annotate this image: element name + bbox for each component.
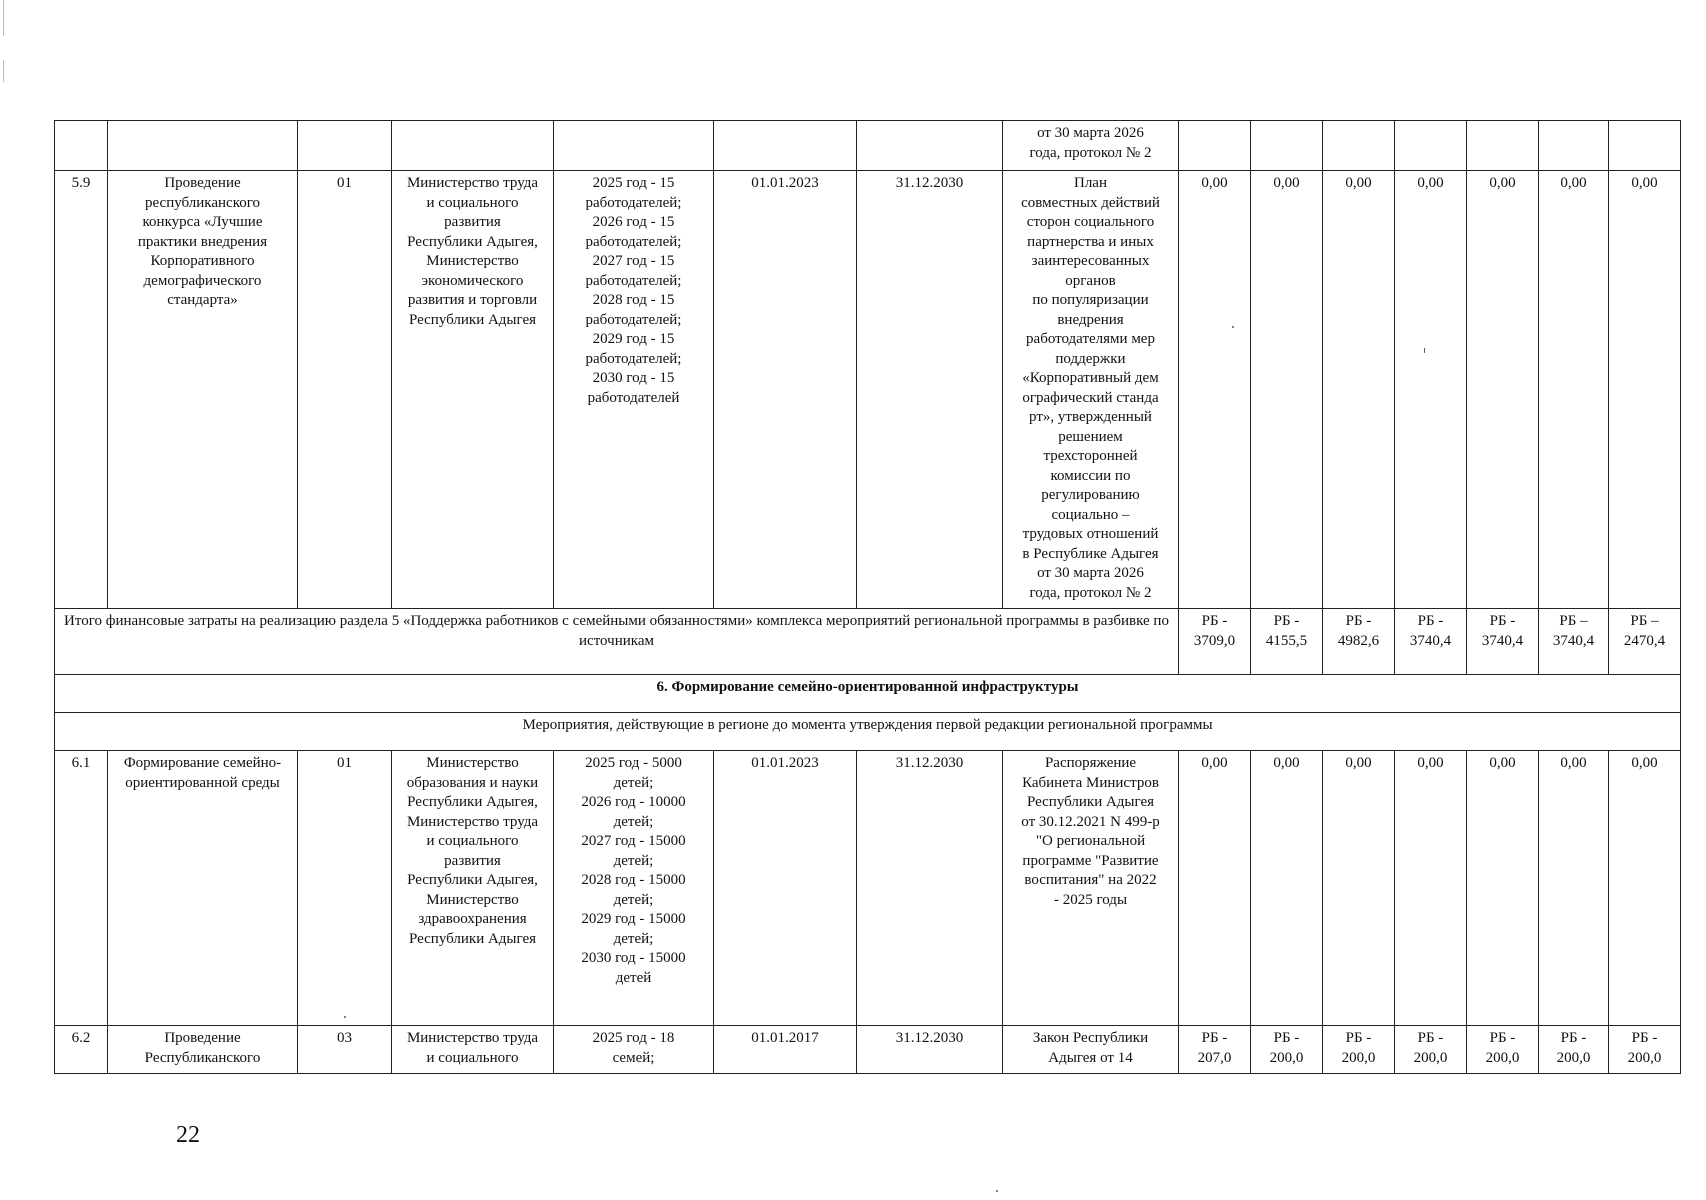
- cell-start: 01.01.2023: [714, 171, 857, 609]
- table-row-6-1: [55, 751, 1681, 1026]
- scan-speck: [344, 1016, 346, 1018]
- cell-fin: 0,00: [1609, 751, 1681, 1026]
- cell-name: [108, 121, 298, 171]
- cell-fin: [1467, 121, 1539, 171]
- cell-executor: Министерство образования и науки Республики Адыгея, Министерство труда и социального развития Республики Адыгея, Министерство здравоохранения Республики Адыгея: [392, 751, 554, 1026]
- cell-fin: 0,00: [1467, 751, 1539, 1026]
- page-number: 22: [176, 1122, 200, 1148]
- cell-fin: 0,00: [1539, 171, 1609, 609]
- cell-fin: 0,00: [1323, 751, 1395, 1026]
- cell-code: 01: [298, 751, 392, 1026]
- cell-indicator: 2025 год - 5000 детей; 2026 год - 10000 детей; 2027 год - 15000 детей; 2028 год - 15000 детей; 2029 год - 15000 детей; 2030 год - 15000 детей: [554, 751, 714, 1026]
- cell-fin: 0,00: [1395, 171, 1467, 609]
- cell-indicator: 2025 год - 18 семей;: [554, 1026, 714, 1074]
- cell-fin: [1251, 121, 1323, 171]
- cell-fin: [1395, 121, 1467, 171]
- cell-fin: РБ - 200,0: [1609, 1026, 1681, 1074]
- cell-name: Проведение Республиканского: [108, 1026, 298, 1074]
- cell-fin: РБ - 200,0: [1395, 1026, 1467, 1074]
- cell-total-fin: РБ - 3740,4: [1395, 609, 1467, 675]
- cell-indicator: [554, 121, 714, 171]
- cell-fin: 0,00: [1467, 171, 1539, 609]
- cell-total-fin: РБ - 3740,4: [1467, 609, 1539, 675]
- cell-total-fin: РБ - 4155,5: [1251, 609, 1323, 675]
- cell-basis: Закон Республики Адыгея от 14: [1003, 1026, 1179, 1074]
- scan-speck: [1232, 326, 1234, 328]
- cell-fin: 0,00: [1395, 751, 1467, 1026]
- cell-total-fin: РБ – 3740,4: [1539, 609, 1609, 675]
- scan-speck: [996, 1190, 998, 1192]
- cell-fin: [1609, 121, 1681, 171]
- cell-fin: 0,00: [1609, 171, 1681, 609]
- cell-fin: 0,00: [1539, 751, 1609, 1026]
- subsection-title: Мероприятия, действующие в регионе до момента утверждения первой редакции региональной программы: [55, 713, 1681, 751]
- cell-basis: от 30 марта 2026 года, протокол № 2: [1003, 121, 1179, 171]
- cell-fin: РБ - 200,0: [1539, 1026, 1609, 1074]
- cell-end: 31.12.2030: [857, 171, 1003, 609]
- cell-fin: 0,00: [1251, 751, 1323, 1026]
- table-row-total-section-5: [55, 609, 1681, 675]
- cell-executor: Министерство труда и социального: [392, 1026, 554, 1074]
- cell-fin: РБ - 200,0: [1467, 1026, 1539, 1074]
- cell-end: 31.12.2030: [857, 751, 1003, 1026]
- cell-basis: План совместных действий сторон социального партнерства и иных заинтересованных органов по популяризации внедрения работодателями мер поддержки «Корпоративный дем ографический станда рт», утвержденный решением трехсторонней комиссии по регулированию социально – трудовых отношений в Республике Адыгея от 30 марта 2026 года, протокол № 2: [1003, 171, 1179, 609]
- table-row-subsection-heading: [55, 713, 1681, 751]
- cell-fin: [1323, 121, 1395, 171]
- total-label: Итого финансовые затраты на реализацию раздела 5 «Поддержка работников с семейными обязанностями» комплекса мероприятий региональной программы в разбивке по источникам: [55, 609, 1179, 675]
- cell-fin: [1539, 121, 1609, 171]
- cell-start: 01.01.2023: [714, 751, 857, 1026]
- cell-fin: РБ - 207,0: [1179, 1026, 1251, 1074]
- cell-code: 01: [298, 171, 392, 609]
- cell-name: Проведение республиканского конкурса «Лучшие практики внедрения Корпоративного демографического стандарта»: [108, 171, 298, 609]
- table-row-5-9: [55, 171, 1681, 609]
- cell-fin: РБ - 200,0: [1323, 1026, 1395, 1074]
- cell-code: [298, 121, 392, 171]
- cell-num: 6.2: [55, 1026, 108, 1074]
- cell-end: 31.12.2030: [857, 1026, 1003, 1074]
- cell-end: [857, 121, 1003, 171]
- cell-executor: Министерство труда и социального развития Республики Адыгея, Министерство экономического развития и торговли Республики Адыгея: [392, 171, 554, 609]
- table-row-section-6-heading: [55, 675, 1681, 713]
- cell-fin: 0,00: [1323, 171, 1395, 609]
- program-activities-table: [54, 120, 1681, 1074]
- cell-total-fin: РБ - 4982,6: [1323, 609, 1395, 675]
- table-row-continuation: [55, 121, 1681, 171]
- cell-indicator: 2025 год - 15 работодателей; 2026 год - 15 работодателей; 2027 год - 15 работодателей; 2028 год - 15 работодателей; 2029 год - 15 работодателей; 2030 год - 15 работодателей: [554, 171, 714, 609]
- cell-code: 03: [298, 1026, 392, 1074]
- cell-start: [714, 121, 857, 171]
- cell-num: 5.9: [55, 171, 108, 609]
- section-title: 6. Формирование семейно-ориентированной инфраструктуры: [55, 675, 1681, 713]
- cell-basis: Распоряжение Кабинета Министров Республики Адыгея от 30.12.2021 N 499-р "О региональной программе "Развитие воспитания" на 2022 - 2025 годы: [1003, 751, 1179, 1026]
- cell-total-fin: РБ - 3709,0: [1179, 609, 1251, 675]
- cell-num: 6.1: [55, 751, 108, 1026]
- cell-total-fin: РБ – 2470,4: [1609, 609, 1681, 675]
- cell-fin: [1179, 121, 1251, 171]
- cell-fin: 0,00: [1179, 751, 1251, 1026]
- cell-fin: 0,00: [1251, 171, 1323, 609]
- scan-speck: [1424, 348, 1425, 353]
- cell-num: [55, 121, 108, 171]
- cell-executor: [392, 121, 554, 171]
- cell-fin: РБ - 200,0: [1251, 1026, 1323, 1074]
- cell-fin: 0,00: [1179, 171, 1251, 609]
- table-row-6-2: [55, 1026, 1681, 1074]
- cell-start: 01.01.2017: [714, 1026, 857, 1074]
- cell-name: Формирование семейно- ориентированной среды: [108, 751, 298, 1026]
